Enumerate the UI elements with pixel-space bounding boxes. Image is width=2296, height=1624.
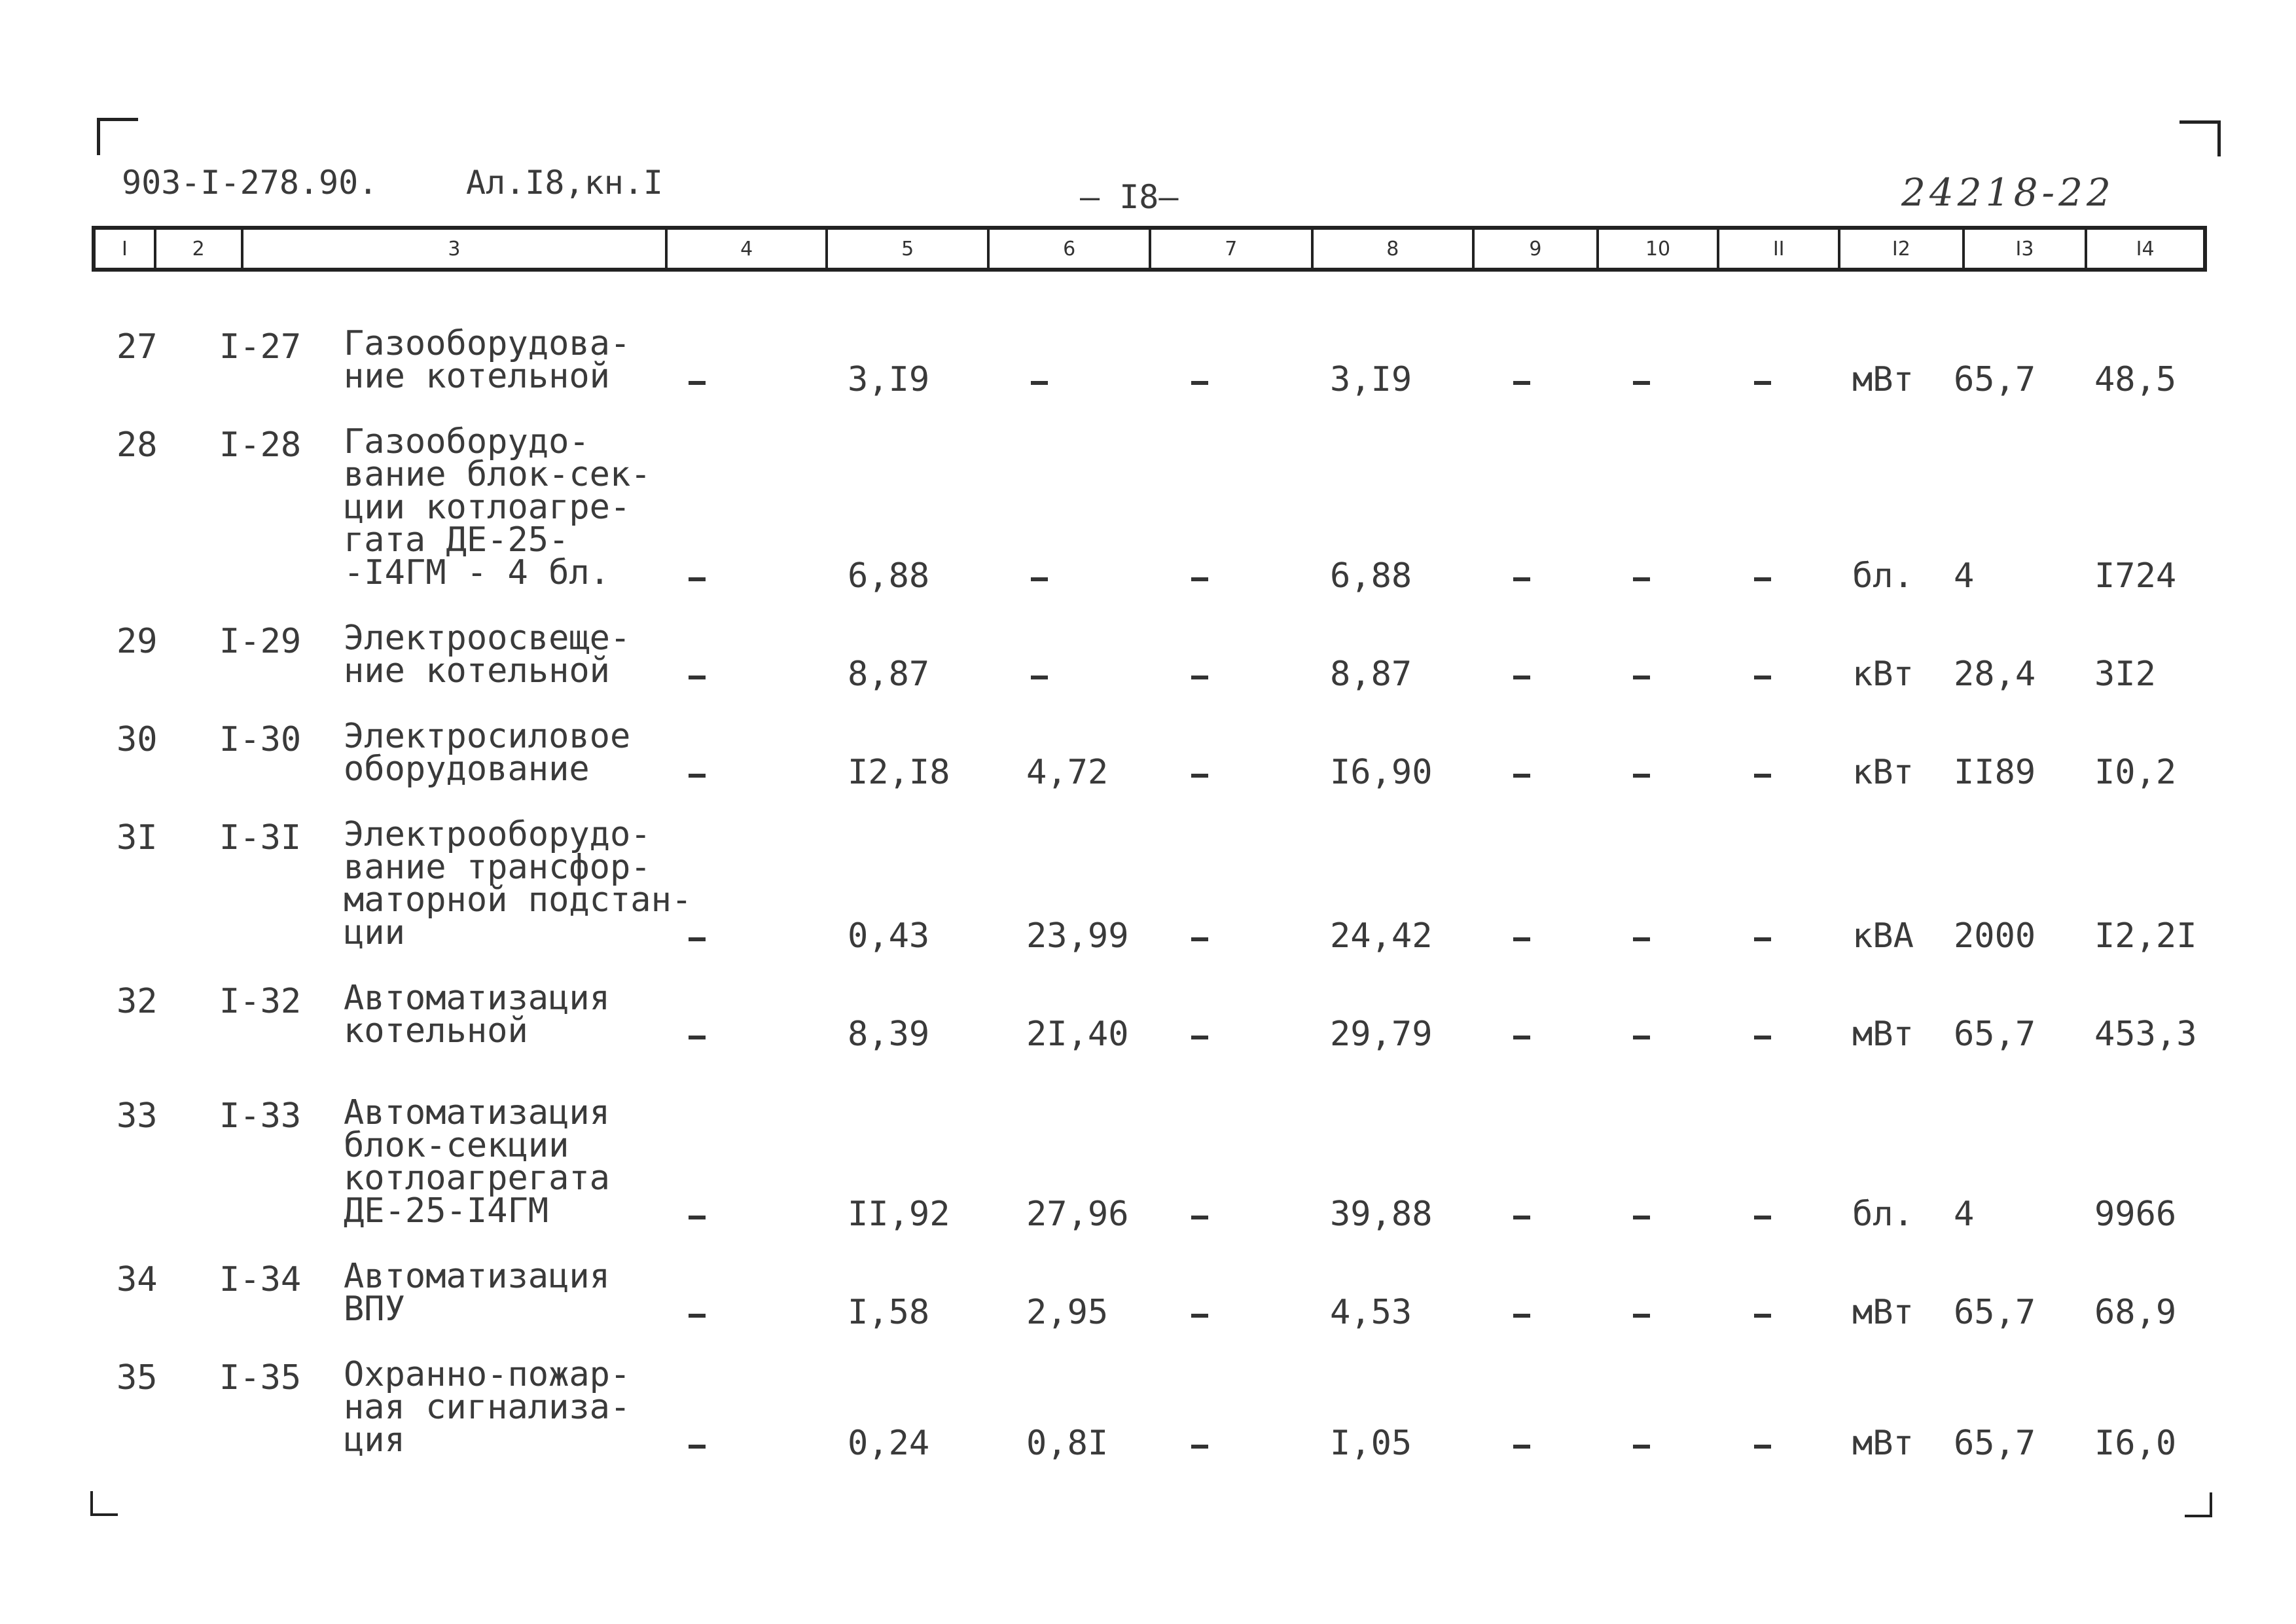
row-code: I-28 <box>219 425 302 465</box>
row-description: Охранно-пожар- ная сигнализа- ция <box>344 1355 631 1460</box>
value-c8: 3,I9 <box>1330 360 1412 399</box>
dash-mark-c10 <box>1633 1036 1650 1039</box>
row-code: I-34 <box>219 1260 302 1299</box>
value-c14: 9966 <box>2094 1195 2177 1234</box>
column-number: I <box>96 230 156 268</box>
unit-label: мВт <box>1852 1293 1914 1332</box>
dash-mark-c9 <box>1513 774 1530 778</box>
value-c13: 4 <box>1954 556 1975 596</box>
unit-label: мВт <box>1852 360 1914 399</box>
dash-mark-c10 <box>1633 937 1650 941</box>
value-c8: 8,87 <box>1330 655 1412 694</box>
row-code: I-3I <box>219 818 302 857</box>
value-c6: 0,8I <box>1026 1424 1109 1463</box>
row-number: 30 <box>117 720 158 759</box>
value-c6: 4,72 <box>1026 753 1109 792</box>
dash-mark-c9 <box>1513 1445 1530 1449</box>
value-c6: 23,99 <box>1026 916 1129 956</box>
value-c5: 0,43 <box>848 916 930 956</box>
unit-label: бл. <box>1852 1195 1914 1234</box>
dash-mark-c11 <box>1754 1314 1771 1318</box>
value-c5: 6,88 <box>848 556 930 596</box>
value-c14: I6,0 <box>2094 1424 2177 1463</box>
row-code: I-33 <box>219 1096 302 1136</box>
dash-mark-c4 <box>689 1445 706 1449</box>
dash-mark-c9 <box>1513 381 1530 385</box>
value-c6: 27,96 <box>1026 1195 1129 1234</box>
dash-mark-c4 <box>689 774 706 778</box>
dash-mark-c11 <box>1754 774 1771 778</box>
unit-label: мВт <box>1852 1424 1914 1463</box>
dash-mark-c4 <box>689 1036 706 1039</box>
dash-mark-c10 <box>1633 1314 1650 1318</box>
dash-mark-c4 <box>689 1216 706 1219</box>
dash-mark-c11 <box>1754 1445 1771 1449</box>
value-c14: 48,5 <box>2094 360 2177 399</box>
dash-mark-c9 <box>1513 1314 1530 1318</box>
value-c6: 2,95 <box>1026 1293 1109 1332</box>
dash-mark-c4 <box>689 937 706 941</box>
value-c5: 8,87 <box>848 655 930 694</box>
unit-label: бл. <box>1852 556 1914 596</box>
dash-mark-c6 <box>1031 577 1048 581</box>
value-c13: 4 <box>1954 1195 1975 1234</box>
dash-mark-c10 <box>1633 1216 1650 1219</box>
dash-mark-c7 <box>1191 676 1208 679</box>
corner-mark-top-left <box>97 118 138 155</box>
unit-label: кВт <box>1852 753 1914 792</box>
dash-mark-c7 <box>1191 937 1208 941</box>
dash-mark-c7 <box>1191 1216 1208 1219</box>
row-code: I-30 <box>219 720 302 759</box>
value-c8: I,05 <box>1330 1424 1412 1463</box>
dash-mark-c4 <box>689 577 706 581</box>
dash-mark-c11 <box>1754 1036 1771 1039</box>
value-c8: 24,42 <box>1330 916 1433 956</box>
dash-mark-c9 <box>1513 937 1530 941</box>
dash-mark-c7 <box>1191 1314 1208 1318</box>
row-code: I-32 <box>219 982 302 1021</box>
document-code: 903-I-278.90. <box>122 164 378 202</box>
value-c8: I6,90 <box>1330 753 1433 792</box>
corner-mark-top-right <box>2179 120 2221 156</box>
row-number: 35 <box>117 1358 158 1398</box>
column-number: 7 <box>1151 230 1314 268</box>
value-c13: II89 <box>1954 753 2036 792</box>
value-c5: 8,39 <box>848 1015 930 1054</box>
value-c8: 6,88 <box>1330 556 1412 596</box>
value-c5: 0,24 <box>848 1424 930 1463</box>
column-number: 2 <box>156 230 243 268</box>
row-number: 33 <box>117 1096 158 1136</box>
value-c5: I,58 <box>848 1293 930 1332</box>
row-description: Электрооборудо- вание трансфор- маторной подстан- ции <box>344 815 692 952</box>
value-c14: I0,2 <box>2094 753 2177 792</box>
column-number: 3 <box>243 230 668 268</box>
column-number: 8 <box>1314 230 1475 268</box>
dash-mark-c11 <box>1754 676 1771 679</box>
value-c14: I2,2I <box>2094 916 2197 956</box>
dash-mark-c6 <box>1031 381 1048 385</box>
column-number: I4 <box>2136 237 2155 261</box>
dash-mark-c10 <box>1633 676 1650 679</box>
dash-mark-c7 <box>1191 381 1208 385</box>
column-number: 9 <box>1475 230 1599 268</box>
dash-mark-c10 <box>1633 774 1650 778</box>
column-number-header <box>92 226 2207 272</box>
dash-mark-c11 <box>1754 1216 1771 1219</box>
value-c14: I724 <box>2094 556 2177 596</box>
dash-mark-c9 <box>1513 577 1530 581</box>
dash-mark-c11 <box>1754 381 1771 385</box>
unit-label: мВт <box>1852 1015 1914 1054</box>
row-number: 29 <box>117 622 158 661</box>
row-description: Автоматизация ВПУ <box>344 1257 610 1329</box>
column-number: 4 <box>668 230 828 268</box>
row-description: Газооборудо- вание блок-сек- ции котлоагре- гата ДЕ-25- -I4ГМ - 4 бл. <box>344 422 651 592</box>
value-c13: 65,7 <box>1954 1015 2036 1054</box>
dash-mark-c4 <box>689 676 706 679</box>
dash-mark-c11 <box>1754 577 1771 581</box>
row-code: I-35 <box>219 1358 302 1398</box>
dash-mark-c6 <box>1031 676 1048 679</box>
row-code: I-27 <box>219 327 302 367</box>
value-c14: 453,3 <box>2094 1015 2197 1054</box>
dash-mark-c7 <box>1191 1036 1208 1039</box>
value-c5: 3,I9 <box>848 360 930 399</box>
corner-mark-bottom-left <box>90 1491 118 1516</box>
column-number: 10 <box>1599 230 1720 268</box>
dash-mark-c10 <box>1633 577 1650 581</box>
column-number: I2 <box>1840 230 1965 268</box>
dash-mark-c11 <box>1754 937 1771 941</box>
column-number: 5 <box>828 230 990 268</box>
row-number: 32 <box>117 982 158 1021</box>
row-description: Газооборудова- ние котельной <box>344 324 631 396</box>
dash-mark-c10 <box>1633 1445 1650 1449</box>
row-number: 27 <box>117 327 158 367</box>
value-c6: 2I,40 <box>1026 1015 1129 1054</box>
dash-mark-c9 <box>1513 1216 1530 1219</box>
value-c13: 2000 <box>1954 916 2036 956</box>
value-c14: 3I2 <box>2094 655 2156 694</box>
dash-mark-c4 <box>689 381 706 385</box>
row-description: Автоматизация блок-секции котлоагрегата ДЕ-25-I4ГМ <box>344 1093 610 1231</box>
row-number: 28 <box>117 425 158 465</box>
unit-label: кВт <box>1852 655 1914 694</box>
row-number: 3I <box>117 818 158 857</box>
page-number: — I8— <box>1080 178 1179 216</box>
value-c13: 65,7 <box>1954 1424 2036 1463</box>
value-c8: 29,79 <box>1330 1015 1433 1054</box>
dash-mark-c7 <box>1191 774 1208 778</box>
album-reference: Ал.I8,кн.I <box>466 164 664 202</box>
column-number: II <box>1719 230 1840 268</box>
column-number: I3 <box>1965 230 2088 268</box>
corner-mark-bottom-right <box>2185 1492 2212 1517</box>
value-c8: 39,88 <box>1330 1195 1433 1234</box>
row-number: 34 <box>117 1260 158 1299</box>
value-c13: 65,7 <box>1954 1293 2036 1332</box>
value-c5: I2,I8 <box>848 753 950 792</box>
row-description: Электроосвеще- ние котельной <box>344 619 631 691</box>
dash-mark-c7 <box>1191 577 1208 581</box>
row-description: Электросиловое оборудование <box>344 717 631 789</box>
value-c13: 28,4 <box>1954 655 2036 694</box>
row-code: I-29 <box>219 622 302 661</box>
dash-mark-c10 <box>1633 381 1650 385</box>
value-c14: 68,9 <box>2094 1293 2177 1332</box>
value-c13: 65,7 <box>1954 360 2036 399</box>
dash-mark-c4 <box>689 1314 706 1318</box>
dash-mark-c9 <box>1513 1036 1530 1039</box>
inventory-number: 24218-22 <box>1901 170 2115 215</box>
unit-label: кВА <box>1852 916 1914 956</box>
dash-mark-c7 <box>1191 1445 1208 1449</box>
value-c8: 4,53 <box>1330 1293 1412 1332</box>
dash-mark-c9 <box>1513 676 1530 679</box>
column-number: 6 <box>990 230 1151 268</box>
row-description: Автоматизация котельной <box>344 979 610 1051</box>
value-c5: II,92 <box>848 1195 950 1234</box>
